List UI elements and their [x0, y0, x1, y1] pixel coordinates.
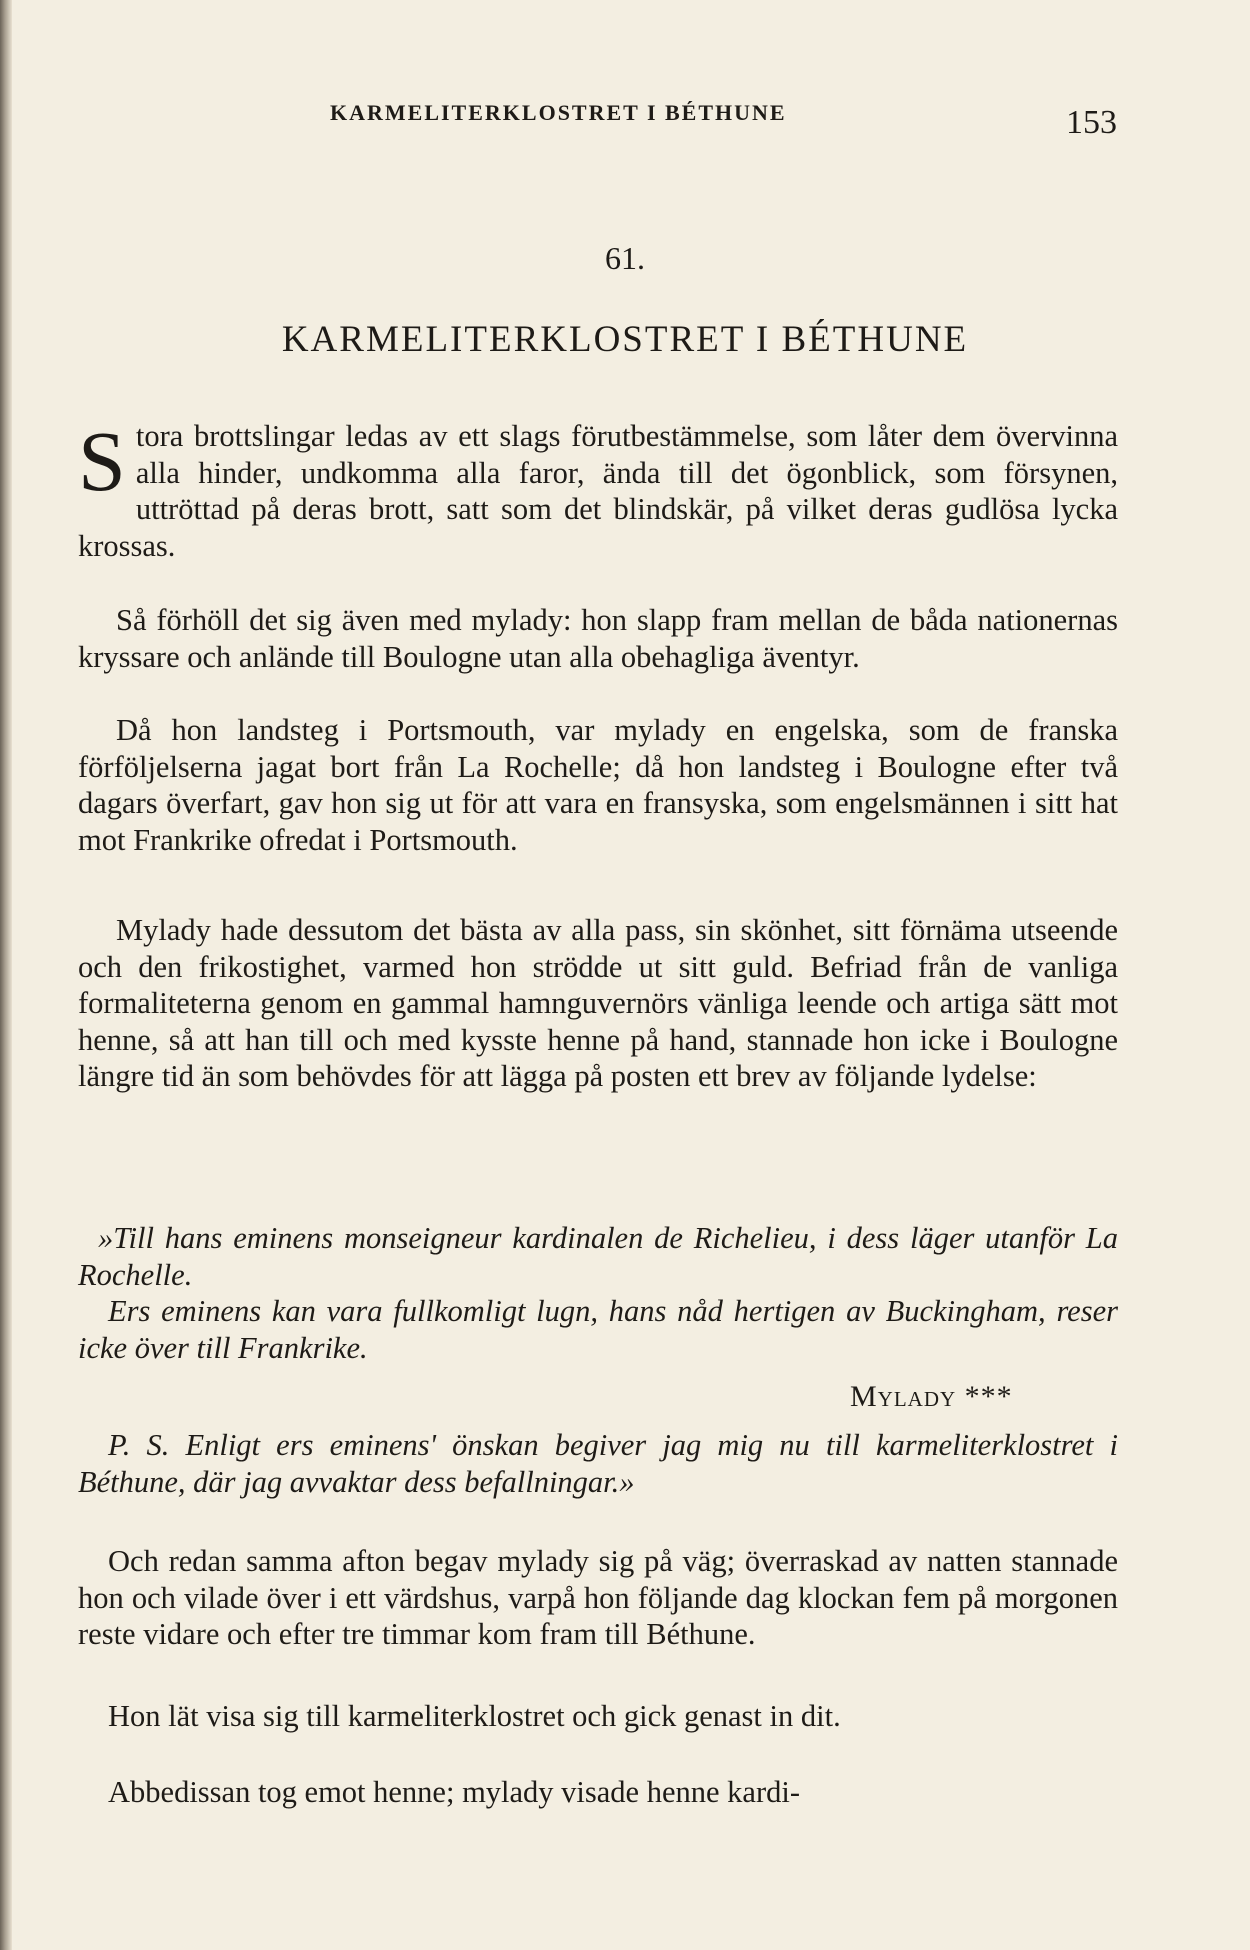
letter-postscript: P. S. Enligt ers eminens' önskan begiver jag mig nu till karmeliterklostret i Béthune, där jag avvaktar dess befallningar.»	[78, 1428, 1118, 1499]
letter-signature: Mylady ***	[850, 1380, 1013, 1413]
book-spine-shadow	[0, 0, 12, 1950]
letter-address: »Till hans eminens monseigneur kardinalen de Richelieu, i dess läger utanför La Rochelle.	[78, 1221, 1118, 1292]
drop-cap: S	[78, 413, 126, 509]
paragraph-2: Så förhöll det sig även med mylady: hon slapp fram mellan de båda nationernas kryssare och anlände till Boulogne utan alla obehagliga äventyr.	[78, 603, 1118, 674]
paragraph-6: Hon lät visa sig till karmeliterklostret och gick genast in dit.	[108, 1699, 841, 1733]
chapter-title: KARMELITERKLOSTRET I BÉTHUNE	[281, 319, 969, 360]
paragraph-4: Mylady hade dessutom det bästa av alla pass, sin skönhet, sitt förnäma utseende och den frikostighet, varmed hon strödde ut sitt guld. Befriad från de vanliga formaliteterna genom en gammal hamnguvernörs vänliga leende och artiga sätt mot henne, så att han till och med kysste henne på hand, stannade hon icke i Boulogne längre tid än som behövdes för att lägga på posten ett brev av följande lydelse:	[78, 913, 1118, 1093]
paragraph-7: Abbedissan tog emot henne; mylady visade henne kardi-	[108, 1775, 800, 1809]
page-number: 153	[1066, 104, 1117, 141]
paragraph-1-text: tora brottslingar ledas av ett slags förutbestämmelse, som låter dem övervinna alla hinder, undkomma alla faror, ända till det ögonblick, som försynen, uttröttad på deras brott, satt som det blindskär, på vilket deras gudlösa lycka krossas.	[78, 419, 1118, 563]
chapter-number: 61.	[605, 240, 645, 276]
paragraph-5: Och redan samma afton begav mylady sig på väg; överraskad av natten stannade hon och vilade över i ett värdshus, varpå hon följande dag klockan fem på morgonen reste vidare och efter tre timmar kom fram till Béthune.	[78, 1544, 1118, 1651]
paragraph-1	[78, 413, 1118, 564]
running-header: KARMELITERKLOSTRET I BÉTHUNE	[330, 100, 787, 125]
letter-body: Ers eminens kan vara fullkomligt lugn, hans nåd hertigen av Buckingham, reser icke över till Frankrike.	[78, 1294, 1118, 1365]
paragraph-3: Då hon landsteg i Portsmouth, var mylady en engelska, som de franska förföljelserna jagat bort från La Rochelle; då hon landsteg i Boulogne efter två dagars överfart, gav hon sig ut för att vara en fransyska, som engelsmännen i sitt hat mot Frankrike ofredat i Portsmouth.	[78, 713, 1118, 857]
